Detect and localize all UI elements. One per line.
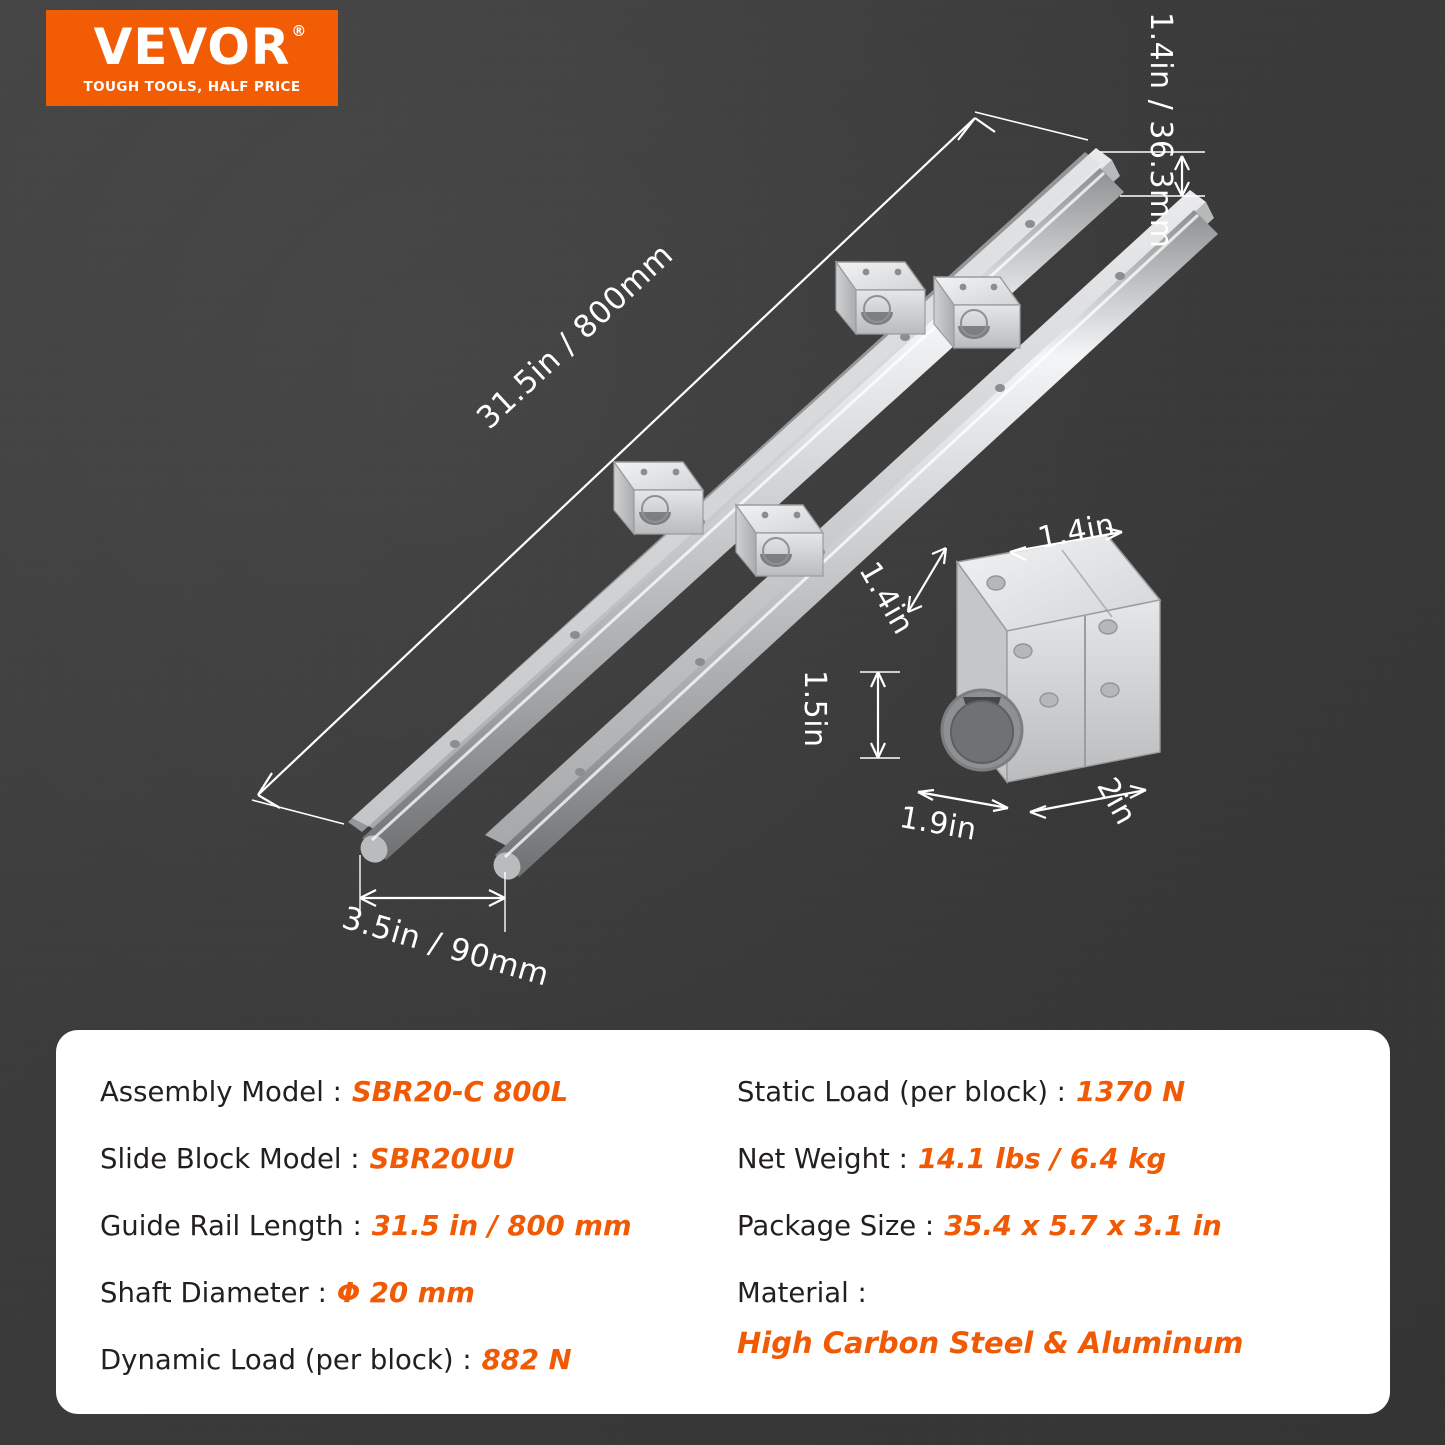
spec-value: 35.4 x 5.7 x 3.1 in [944,1209,1222,1242]
dimension-label-rail-length: 31.5in / 800mm [470,236,681,437]
spec-row-guide-rail-length [100,1192,709,1259]
specifications-card [56,1030,1390,1414]
spec-row-material-value [737,1326,1346,1386]
spec-value: SBR20UU [369,1142,515,1175]
registered-trademark-icon: ® [291,21,308,40]
dimension-label-rail-height: 1.4in / 36.3mm [1143,12,1178,249]
specifications-column-left [100,1058,715,1394]
spec-label: Guide Rail Length : [100,1209,362,1242]
spec-row-assembly-model [100,1058,709,1125]
spec-value: 31.5 in / 800 mm [371,1209,632,1242]
spec-label: Dynamic Load (per block) : [100,1343,472,1376]
spec-row-net-weight [737,1125,1346,1192]
spec-row-shaft-diameter [100,1259,709,1326]
spec-label: Net Weight : [737,1142,908,1175]
dimension-label-rail-spacing: 3.5in / 90mm [338,900,554,994]
spec-row-package-size [737,1192,1346,1259]
dimension-label-block-top-depth: 1.4in [851,556,921,641]
spec-label: Shaft Diameter : [100,1276,327,1309]
spec-value: 1370 N [1075,1075,1186,1108]
spec-row-static-load [737,1058,1346,1125]
brand-name: VEVOR [93,17,291,76]
spec-row-material [737,1259,1346,1326]
dimension-label-block-height: 1.5in [797,670,832,748]
brand-tagline: TOUGH TOOLS, HALF PRICE [83,78,301,95]
slide-block-detail [942,535,1160,782]
spec-label: Static Load (per block) : [737,1075,1066,1108]
spec-row-slide-block-model [100,1125,709,1192]
spec-label: Package Size : [737,1209,935,1242]
spec-value-material: High Carbon Steel & Aluminum [737,1326,1244,1360]
spec-value: 14.1 lbs / 6.4 kg [917,1142,1167,1175]
slide-block-back-lower [614,462,703,534]
slide-block-back-upper [836,262,925,334]
spec-value: SBR20-C 800L [351,1075,569,1108]
slide-block-front-lower [736,505,823,576]
dimension-label-block-depth: 2in [1089,772,1144,831]
slide-block-front-upper [934,277,1020,348]
dimension-label-block-width: 1.9in [896,800,980,848]
spec-label: Slide Block Model : [100,1142,360,1175]
spec-value: Φ 20 mm [336,1276,475,1309]
spec-label: Assembly Model : [100,1075,342,1108]
dimension-label-block-top-width: 1.4in [1035,507,1118,557]
spec-row-dynamic-load [100,1326,709,1393]
spec-value: 882 N [481,1343,572,1376]
specifications-column-right [715,1058,1346,1394]
spec-label: Material : [737,1276,867,1309]
